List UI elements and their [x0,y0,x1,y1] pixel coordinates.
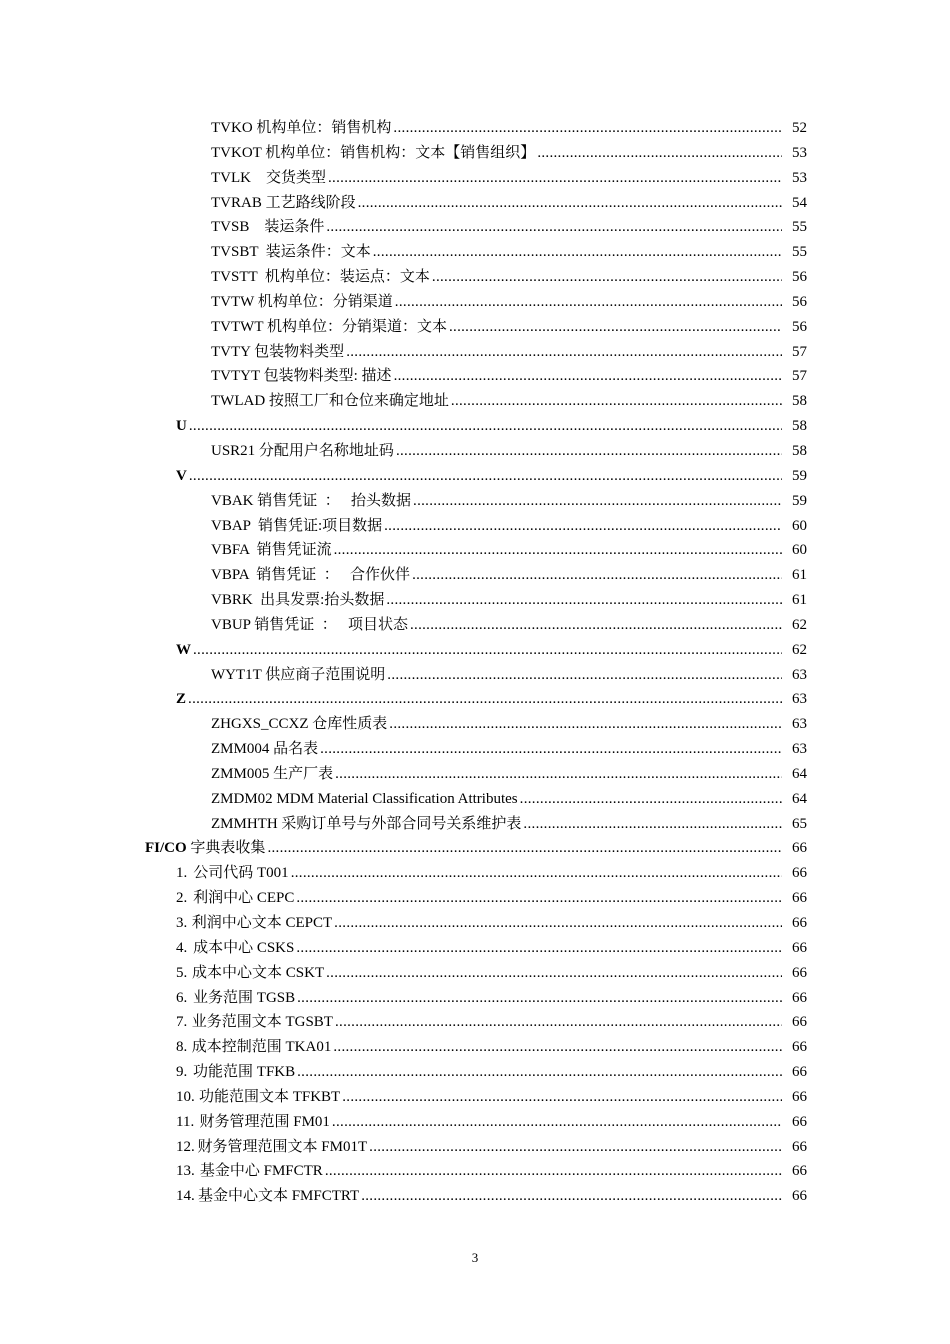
toc-row [0,389,950,414]
dot-leader [384,514,782,539]
toc-row [0,961,950,986]
toc-entry-number: 1. [176,865,188,882]
toc-entry-page: 63 [792,666,807,683]
toc-entry-page: 58 [792,442,807,459]
toc-row [0,886,950,911]
toc-entry-page: 56 [792,318,807,335]
toc-entry[interactable] [211,265,807,290]
toc-entry[interactable] [211,787,807,812]
dot-leader [389,712,782,737]
toc-entry[interactable] [211,240,807,265]
toc-entry-title-suffix: 字典表收集 [186,840,266,857]
dot-leader [335,1010,782,1035]
toc-entry-title: USR21 分配用户名称地址码 [211,442,394,459]
toc-row [0,588,950,613]
toc-entry[interactable] [176,687,807,712]
toc-entry-title: 基金中心 FMFCTR [199,1163,323,1180]
toc-entry-number: 10. [176,1088,195,1105]
toc-entry[interactable] [211,712,807,737]
dot-leader [346,340,782,365]
toc-entry-title: Z [176,691,187,708]
toc-entry[interactable] [211,141,807,166]
toc-entry-title: ZHGXS_CCXZ 仓库性质表 [211,716,388,733]
toc-row [0,1010,950,1035]
toc-entry-title: 功能范围文本 TFKBT [198,1088,341,1105]
toc-entry[interactable] [211,613,807,638]
dot-leader [296,936,782,961]
toc-entry[interactable] [211,315,807,340]
toc-entry[interactable] [176,911,807,936]
toc-entry-number: 7. [176,1014,188,1031]
toc-entry-page: 66 [792,964,807,981]
toc-entry-title: VBFA 销售凭证流 [211,542,332,559]
dot-leader [449,315,782,340]
toc-entry-number: 3. [176,915,188,931]
toc-row [0,116,950,141]
toc-entry[interactable] [176,1010,807,1035]
toc-row [0,538,950,563]
toc-entry-page: 66 [792,1064,807,1081]
toc-entry-title: 业务范围 TGSB [193,989,296,1006]
toc-row [0,563,950,588]
toc-entry[interactable] [211,812,807,837]
toc-entry-page: 64 [792,765,807,782]
toc-entry[interactable] [145,836,807,861]
toc-entry[interactable] [176,638,807,663]
toc-row [0,166,950,191]
toc-row [0,687,950,712]
dot-leader [334,538,782,563]
toc-entry[interactable] [211,762,807,787]
toc-row [0,1159,950,1184]
toc-entry-page: 53 [792,144,807,161]
toc-entry[interactable] [211,364,807,389]
toc-entry[interactable] [211,538,807,563]
toc-row [0,141,950,166]
toc-entry-page: 63 [792,741,807,758]
toc-entry[interactable] [211,389,807,414]
toc-entry-title: 功能范围 TFKB [193,1064,296,1081]
toc-row [0,1060,950,1085]
toc-row [0,1035,950,1060]
toc-row [0,638,950,663]
toc-entry-page: 66 [792,939,807,956]
toc-entry-title: VBUP 销售凭证 ： 项目状态 [211,616,408,633]
toc-entry-page: 53 [792,169,807,186]
toc-entry[interactable] [176,1184,807,1209]
toc-entry-title: TVTYT 包装物料类型: 描述 [211,368,392,385]
toc-entry-title: 基金中心文本 FMFCTRT [197,1188,360,1205]
toc-entry[interactable] [176,1110,807,1135]
toc-entry[interactable] [211,290,807,315]
toc-entry[interactable] [176,886,807,911]
toc-entry-title: ZMDM02 MDM Material Classification Attributes [211,790,518,807]
toc-entry-title: 财务管理范围文本 FM01T [197,1138,368,1155]
toc-row [0,464,950,489]
toc-entry-page: 61 [792,567,807,584]
toc-entry-page: 55 [792,219,807,236]
toc-entry-page: 63 [792,716,807,733]
toc-entry-title: WYT1T 供应商子范围说明 [211,666,386,683]
toc-entry-title: ZMMHTH 采购订单号与外部合同号关系维护表 [211,815,522,832]
toc-entry-title: 利润中心 CEPC [193,890,295,907]
page-number: 3 [471,1250,479,1265]
toc-entry-number: 13. [176,1163,195,1180]
toc-entry-title: TVSTT 机构单位：装运点：文本 [211,269,430,286]
toc-row [0,1085,950,1110]
toc-entry-page: 66 [792,890,807,907]
dot-leader [333,1035,782,1060]
toc-entry-title: 利润中心文本 CEPCT [191,915,333,931]
toc-entry-number: 6. [176,989,188,1006]
toc-entry-number: 14. [176,1188,195,1205]
toc-entry-title: VBPA 销售凭证 ： 合作伙伴 [211,567,411,584]
toc-entry-page: 60 [792,542,807,559]
dot-leader [523,812,782,837]
toc-entry-page: 66 [792,1138,807,1155]
toc-row [0,414,950,439]
toc-entry[interactable] [211,588,807,613]
toc-entry[interactable] [211,439,807,464]
dot-leader [334,911,782,936]
toc-entry-page: 65 [792,815,807,832]
toc-entry-title: TVTWT 机构单位：分销渠道：文本 [211,318,447,335]
toc-entry-number: 11. [176,1113,195,1130]
toc-entry-page: 61 [792,592,807,609]
dot-leader [267,836,782,861]
dot-leader [432,265,782,290]
dot-leader [297,986,782,1011]
dot-leader [332,1110,782,1135]
toc-entry[interactable] [176,1060,807,1085]
toc-entry-page: 66 [792,989,807,1006]
toc-entry-page: 58 [792,418,807,435]
toc-row [0,191,950,216]
toc-entry-title: ZMM005 生产厂表 [211,765,334,782]
toc-entry-page: 56 [792,269,807,286]
dot-leader [291,861,782,886]
toc-entry[interactable] [211,166,807,191]
dot-leader [296,886,782,911]
toc-entry-title: TVKO 机构单位：销售机构 [211,120,392,136]
dot-leader [537,141,782,166]
dot-leader [369,1135,782,1160]
toc-row [0,514,950,539]
toc-entry-number: 2. [176,890,188,907]
toc-entry-page: 52 [792,120,807,136]
toc-entry-title: TWLAD 按照工厂和仓位来确定地址 [211,393,449,410]
toc-entry-title: U [176,418,187,435]
toc-entry[interactable] [176,1159,807,1184]
dot-leader [297,1060,782,1085]
dot-leader [342,1085,782,1110]
toc-entry[interactable] [211,663,807,688]
toc-entry-title: VBAK 销售凭证 ： 抬头数据 [211,492,412,509]
dot-leader [373,240,782,265]
toc-entry[interactable] [176,861,807,886]
toc-entry-number: 12. [176,1138,195,1155]
toc-row [0,215,950,240]
toc-entry-page: 66 [792,1163,807,1180]
dot-leader [393,116,782,141]
dot-leader [387,663,782,688]
toc-row [0,787,950,812]
toc-row [0,762,950,787]
toc-entry-title: TVSBT 装运条件：文本 [211,244,371,261]
toc-row [0,1135,950,1160]
toc-entry[interactable] [176,961,807,986]
dot-leader [358,191,782,216]
toc-entry-title: W [176,641,191,658]
dot-leader [326,961,782,986]
toc-row [0,290,950,315]
toc-row [0,737,950,762]
toc-entry[interactable] [211,215,807,240]
toc-entry-number: 9. [176,1064,188,1081]
toc-entry-page: 57 [792,343,807,360]
toc-entry-title: 财务管理范围 FM01 [199,1113,330,1130]
dot-leader [320,737,782,762]
toc-entry-page: 62 [792,616,807,633]
dot-leader [193,638,782,663]
toc-entry[interactable] [176,1085,807,1110]
toc-row [0,340,950,365]
toc-row [0,439,950,464]
toc-entry-page: 62 [792,641,807,658]
toc-entry-page: 66 [792,840,807,857]
toc-row [0,911,950,936]
dot-leader [325,1159,782,1184]
dot-leader [451,389,782,414]
toc-entry-title: TVTW 机构单位：分销渠道 [211,293,393,310]
toc-row [0,836,950,861]
toc-entry-title: TVLK 交货类型 [211,169,326,186]
toc-entry-page: 66 [792,865,807,882]
toc-entry-page: 63 [792,691,807,708]
dot-leader [520,787,782,812]
toc-row [0,1110,950,1135]
toc-entry-page: 55 [792,244,807,261]
dot-leader [189,464,782,489]
toc-entry-title: V [176,467,187,484]
toc-entry-title: FI/CO [145,840,187,857]
dot-leader [410,613,782,638]
toc-entry[interactable] [211,514,807,539]
toc-entry-page: 59 [792,467,807,484]
toc-entry[interactable] [211,489,807,514]
toc-entry-title: TVTY 包装物料类型 [211,343,345,360]
toc-entry-page: 60 [792,517,807,534]
toc-row [0,613,950,638]
toc-row [0,1184,950,1209]
toc-entry-page: 66 [792,1088,807,1105]
dot-leader [386,588,782,613]
toc-entry-title: 成本中心文本 CSKT [192,964,325,981]
dot-leader [361,1184,782,1209]
toc-entry-page: 64 [792,790,807,807]
toc-entry-page: 66 [792,1039,807,1056]
toc-row [0,861,950,886]
dot-leader [335,762,782,787]
dot-leader [413,489,782,514]
toc-entry-title: 成本中心 CSKS [193,939,295,956]
toc-entry-title: VBAP 销售凭证:项目数据 [211,517,383,534]
toc-entry-number: 5. [176,964,188,981]
table-of-contents [0,116,950,1209]
toc-entry[interactable] [176,1035,807,1060]
toc-entry-number: 4. [176,939,188,956]
toc-entry[interactable] [176,464,807,489]
toc-row [0,240,950,265]
toc-entry[interactable] [176,936,807,961]
dot-leader [326,215,782,240]
toc-entry[interactable] [176,1135,807,1160]
toc-entry-page: 54 [792,194,807,211]
toc-row [0,986,950,1011]
toc-entry-page: 57 [792,368,807,385]
toc-entry[interactable] [211,737,807,762]
toc-entry[interactable] [211,563,807,588]
toc-row [0,315,950,340]
toc-row [0,663,950,688]
toc-entry-page: 66 [792,1188,807,1205]
toc-entry-page: 66 [792,1113,807,1130]
toc-entry-page: 59 [792,492,807,509]
toc-row [0,812,950,837]
toc-entry-page: 66 [792,915,807,931]
toc-entry[interactable] [211,340,807,365]
toc-entry[interactable] [176,414,807,439]
toc-entry-title: ZMM004 品名表 [211,741,319,758]
toc-entry-title: TVKOT 机构单位：销售机构：文本【销售组织】 [211,144,536,161]
toc-entry[interactable] [211,191,807,216]
dot-leader [188,687,782,712]
toc-entry-page: 66 [792,1014,807,1031]
toc-row [0,265,950,290]
toc-entry[interactable] [176,986,807,1011]
toc-row [0,712,950,737]
toc-entry-page: 56 [792,293,807,310]
toc-entry-title: TVSB 装运条件 [211,219,325,236]
toc-row [0,936,950,961]
toc-entry-page: 58 [792,393,807,410]
dot-leader [394,364,782,389]
dot-leader [396,439,782,464]
toc-entry-title: TVRAB 工艺路线阶段 [211,194,356,211]
toc-row [0,364,950,389]
dot-leader [412,563,782,588]
toc-entry[interactable] [211,116,807,141]
dot-leader [189,414,782,439]
dot-leader [395,290,782,315]
toc-entry-title: 成本控制范围 TKA01 [191,1039,332,1056]
toc-entry-title: 业务范围文本 TGSBT [191,1014,333,1031]
dot-leader [328,166,782,191]
toc-entry-title: 公司代码 T001 [193,865,289,882]
toc-entry-title: VBRK 出具发票:抬头数据 [211,592,385,609]
toc-row [0,489,950,514]
toc-entry-number: 8. [176,1039,188,1056]
